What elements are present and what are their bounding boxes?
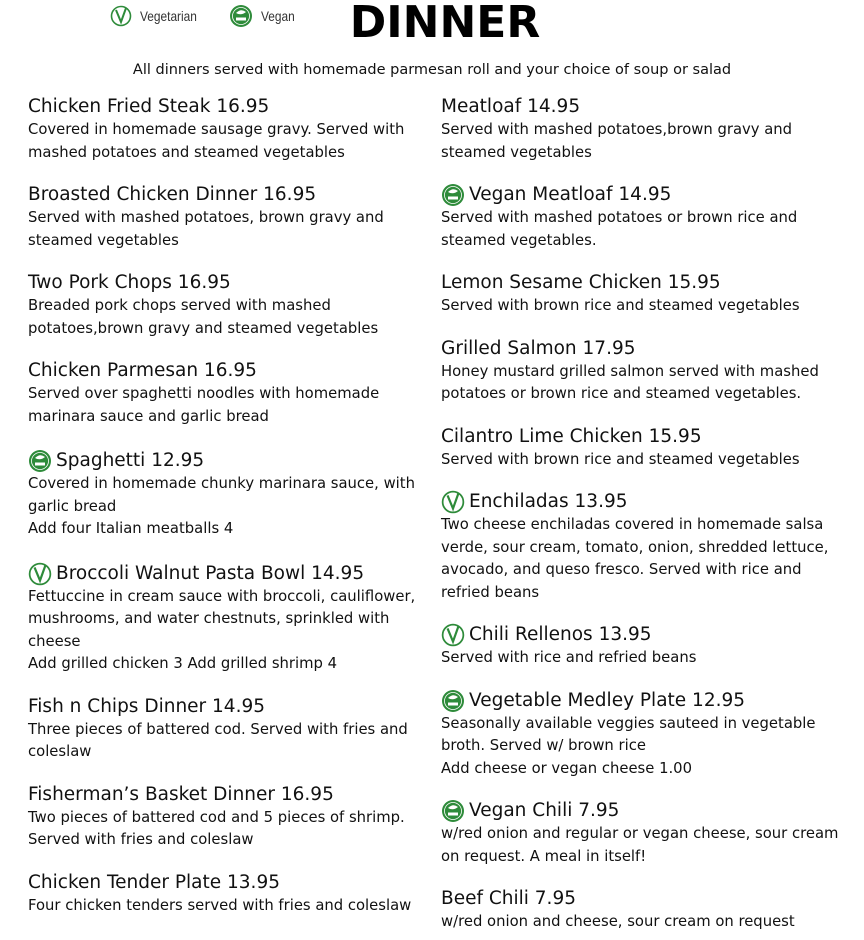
menu-item-description: broth. Served w/ brown rice (441, 737, 646, 754)
menu-item-description: Served over spaghetti noodles with homemade (28, 385, 380, 402)
menu-item (28, 95, 428, 164)
menu-item-title (441, 183, 841, 207)
menu-item (441, 271, 841, 318)
legend-vegetarian-label: Vegetarian (140, 8, 197, 24)
vegan-icon (441, 799, 465, 823)
vegetarian-icon (441, 623, 465, 647)
menu-item-title (441, 623, 841, 647)
menu-item-name: Broasted Chicken Dinner 16.95 (28, 184, 317, 205)
menu-item-title (28, 562, 428, 586)
menu-item-description: marinara sauce and garlic bread (28, 407, 269, 425)
menu-item-description: Served with mashed potatoes or brown rice and (441, 209, 798, 226)
menu-item-title (441, 337, 841, 361)
menu-item-description: Two pieces of battered cod and 5 pieces of shrimp. (28, 808, 405, 826)
vegan-icon (441, 689, 465, 713)
menu-item-name: Fish n Chips Dinner 14.95 (28, 695, 265, 717)
menu-item-title (441, 271, 841, 295)
menu-item (441, 799, 841, 868)
menu-item-description: coleslaw (28, 743, 92, 760)
menu-item-description: Served with fries and coleslaw (28, 831, 254, 848)
menu-item-name: Vegetable Medley Plate 12.95 (469, 689, 746, 711)
menu-item-name: Enchiladas 13.95 (469, 491, 628, 512)
right-menu-column (441, 95, 841, 934)
menu-item-description: refried beans (441, 583, 540, 601)
menu-item-description: Seasonally available veggies sauteed in vegetable (441, 714, 816, 732)
menu-item (28, 449, 428, 541)
menu-item-name: Chili Rellenos 13.95 (469, 624, 652, 645)
vegetarian-icon (441, 490, 465, 514)
menu-item-description: Covered in homemade sausage gravy. Served with (28, 121, 405, 138)
menu-item-name: Cilantro Lime Chicken 15.95 (441, 425, 702, 447)
menu-item-description: w/red onion and regular or vegan cheese, sour cream (441, 825, 839, 842)
menu-item-description: potatoes or brown rice and steamed vegetables. (441, 385, 802, 402)
menu-item-description: w/red onion and cheese, sour cream on request (441, 913, 795, 930)
menu-item (441, 425, 841, 472)
menu-item-name: Meatloaf 14.95 (441, 96, 581, 117)
menu-item-name: Vegan Chili 7.95 (469, 800, 620, 821)
menu-item-name: Lemon Sesame Chicken 15.95 (441, 272, 721, 293)
menu-item-title (441, 490, 841, 514)
menu-item-description: steamed vegetables (441, 143, 592, 161)
menu-item (441, 337, 841, 406)
page-subtitle: All dinners served with homemade parmesan roll and your choice of soup or salad (132, 62, 732, 78)
menu-item-name: Two Pork Chops 16.95 (28, 272, 231, 293)
menu-item-description: verde, sour cream, tomato, onion, shredded lettuce, (441, 538, 829, 556)
menu-item-description: steamed vegetables. (441, 231, 597, 249)
menu-item-name: Chicken Tender Plate 13.95 (28, 871, 280, 893)
menu-item-description: Three pieces of battered cod. Served with fries and (28, 720, 408, 738)
menu-item-name: Chicken Parmesan 16.95 (28, 360, 257, 381)
legend-vegan-label: Vegan (260, 8, 295, 24)
menu-item-description: Honey mustard grilled salmon served with mashed (441, 362, 819, 380)
menu-item-name: Grilled Salmon 17.95 (441, 337, 636, 359)
menu-item-description: Four chicken tenders served with fries and coleslaw (28, 896, 412, 914)
menu-item (441, 490, 841, 604)
menu-item-title (441, 95, 841, 119)
menu-item-title (441, 689, 841, 713)
menu-item (28, 562, 428, 676)
menu-item-description: Served with brown rice and steamed vegetables (441, 297, 800, 314)
menu-item-description: Add cheese or vegan cheese 1.00 (441, 759, 693, 777)
menu-item-description: Two cheese enchiladas covered in homemade salsa (441, 516, 824, 533)
left-menu-column (28, 95, 428, 917)
menu-item-description: mashed potatoes and steamed vegetables (28, 143, 345, 161)
menu-item-description: avocado, and queso fresco. Served with rice and (441, 561, 802, 578)
menu-item-title (28, 695, 428, 719)
vegan-icon (28, 449, 52, 473)
menu-item-description: Covered in homemade chunky marinara sauce, with (28, 475, 415, 492)
menu-item (28, 359, 428, 428)
menu-item-description: garlic bread (28, 497, 117, 515)
menu-item (28, 271, 428, 340)
menu-item-description: Fettuccine in cream sauce with broccoli, cauliflower, (28, 587, 416, 605)
menu-item-description: cheese (28, 632, 81, 650)
menu-item-title (28, 95, 428, 119)
menu-item-description: Served with brown rice and steamed vegetables (441, 450, 800, 468)
menu-item-name: Spaghetti 12.95 (56, 450, 205, 471)
menu-item (441, 887, 841, 934)
menu-item-name: Chicken Fried Steak 16.95 (28, 96, 270, 117)
menu-item (28, 695, 428, 764)
menu-item-title (28, 783, 428, 807)
menu-item-name: Broccoli Walnut Pasta Bowl 14.95 (56, 562, 365, 584)
menu-item-title (441, 425, 841, 449)
menu-item-description: Add four Italian meatballs 4 (28, 520, 234, 537)
menu-item (441, 183, 841, 252)
menu-item-title (441, 799, 841, 823)
menu-item (441, 623, 841, 670)
menu-item (441, 95, 841, 164)
menu-item (28, 783, 428, 852)
menu-item-description: Served with mashed potatoes,brown gravy and (441, 121, 793, 138)
menu-item-name: Beef Chili 7.95 (441, 888, 576, 909)
menu-item-description: on request. A meal in itself! (441, 847, 647, 865)
vegetarian-icon (28, 562, 52, 586)
menu-item-title (28, 359, 428, 383)
vegan-icon (441, 183, 465, 207)
menu-item-description: mushrooms, and water chestnuts, sprinkled with (28, 610, 390, 627)
menu-item-title (28, 271, 428, 295)
menu-item-title (28, 183, 428, 207)
menu-item (441, 689, 841, 781)
page-title: DINNER (349, 0, 541, 48)
menu-item-description: Served with rice and refried beans (441, 649, 697, 666)
menu-item-name: Fisherman’s Basket Dinner 16.95 (28, 783, 334, 805)
menu-item (28, 183, 428, 252)
menu-item-title (28, 871, 428, 895)
menu-item-description: Add grilled chicken 3 Add grilled shrimp 4 (28, 655, 338, 672)
menu-item-name: Vegan Meatloaf 14.95 (469, 184, 672, 205)
menu-item-title (441, 887, 841, 911)
menu-item-description: potatoes,brown gravy and steamed vegetables (28, 319, 379, 337)
menu-item-description: Breaded pork chops served with mashed (28, 297, 331, 314)
menu-item-title (28, 449, 428, 473)
menu-item-description: Served with mashed potatoes, brown gravy and (28, 209, 384, 226)
menu-item (28, 871, 428, 918)
menu-item-description: steamed vegetables (28, 231, 179, 249)
